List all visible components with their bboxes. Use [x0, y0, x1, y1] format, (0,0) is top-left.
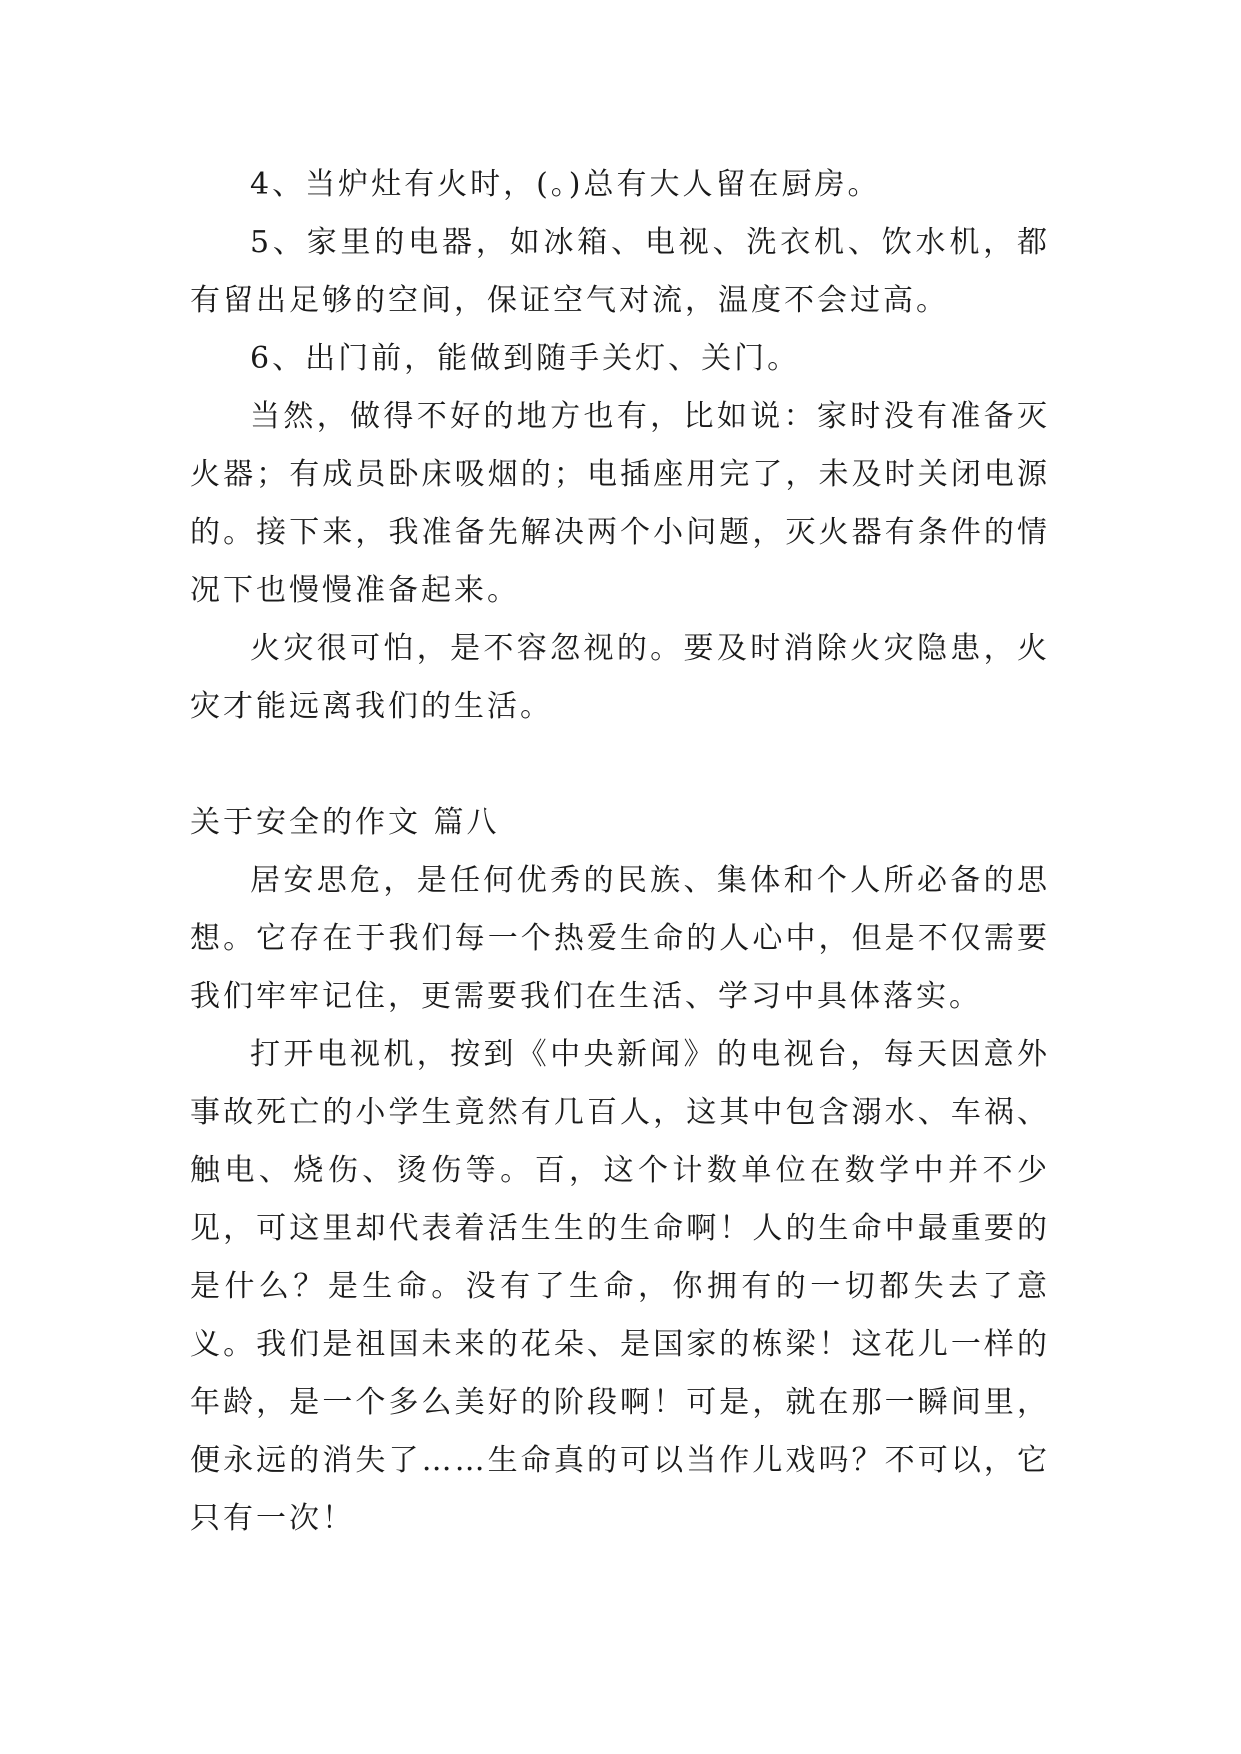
- paragraph-item-5: 5、家里的电器，如冰箱、电视、洗衣机、饮水机，都有留出足够的空间，保证空气对流，温度不会过高。: [190, 225, 1050, 318]
- section-heading-block: [190, 736, 1050, 852]
- document-body: [190, 156, 1050, 1548]
- section-heading: 关于安全的作文 篇八: [190, 805, 500, 840]
- paragraph-item-4: 4、当炉灶有火时，(。)总有大人留在厨房。: [250, 167, 881, 202]
- paragraph-item-6: 6、出门前，能做到随手关灯、关门。: [250, 341, 801, 376]
- paragraph-news: 打开电视机，按到《中央新闻》的电视台，每天因意外事故死亡的小学生竟然有几百人，这其中包含溺水、车祸、触电、烧伤、烫伤等。百，这个计数单位在数学中并不少见，可这里却代表着活生生的生命啊！人的生命中最重要的是什么？是生命。没有了生命，你拥有的一切都失去了意义。我们是祖国未来的花朵、是国家的栋梁！这花儿一样的年龄，是一个多么美好的阶段啊！可是，就在那一瞬间里，便永远的消失了……生命真的可以当作儿戏吗？不可以，它只有一次！: [190, 1037, 1050, 1536]
- paragraph-conclusion: 火灾很可怕，是不容忽视的。要及时消除火灾隐患，火灾才能远离我们的生活。: [190, 631, 1050, 724]
- paragraph-shortcomings: 当然，做得不好的地方也有，比如说：家时没有准备灭火器；有成员卧床吸烟的；电插座用完了，未及时关闭电源的。接下来，我准备先解决两个小问题，灭火器有条件的情况下也慢慢准备起来。: [190, 399, 1050, 608]
- paragraph-intro: 居安思危，是任何优秀的民族、集体和个人所必备的思想。它存在于我们每一个热爱生命的人心中，但是不仅需要我们牢牢记住，更需要我们在生活、学习中具体落实。: [190, 863, 1050, 1014]
